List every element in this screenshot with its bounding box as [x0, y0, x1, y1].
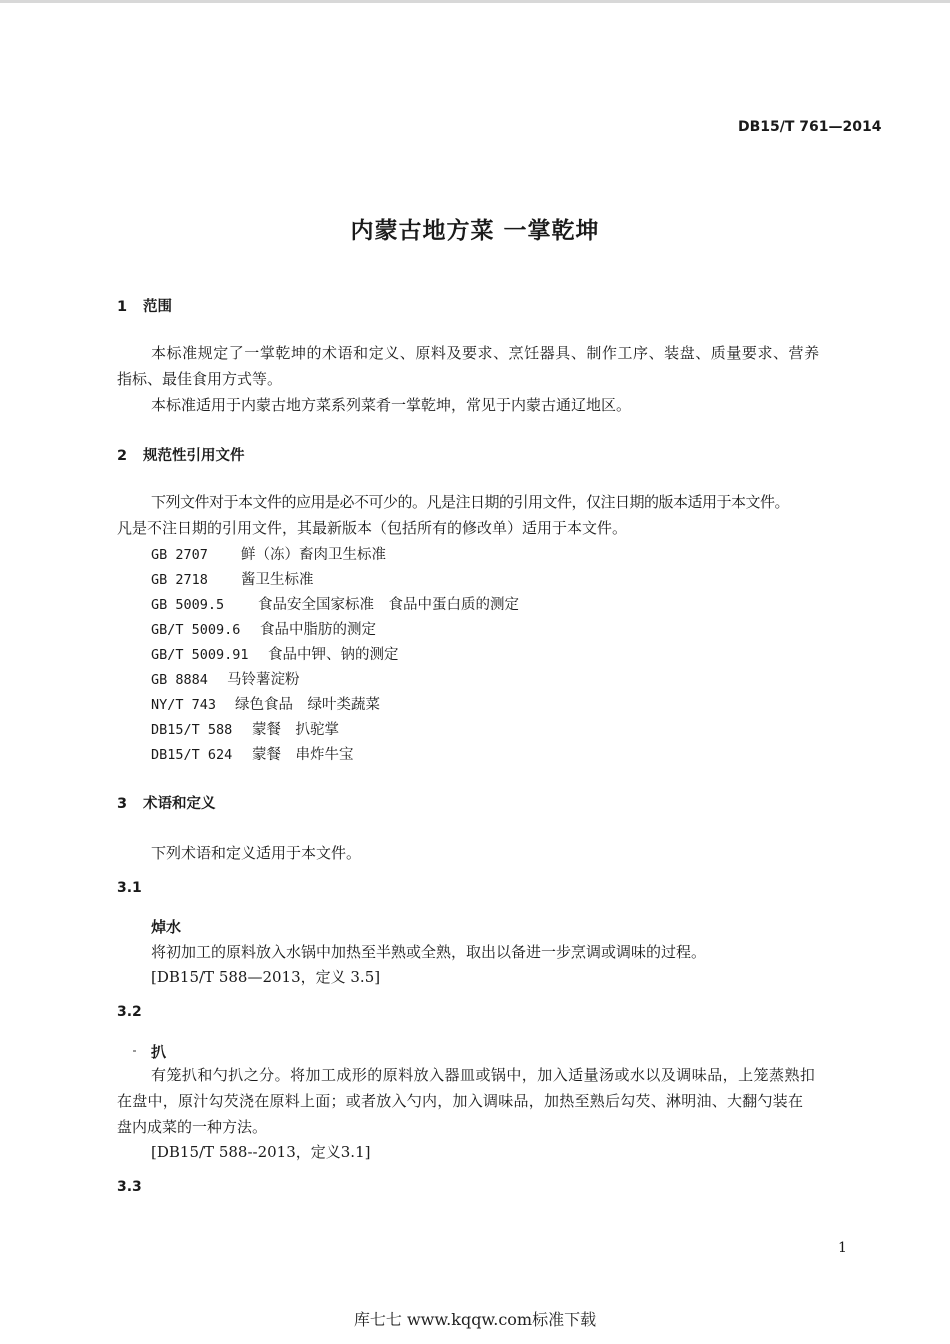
term-definition: [117, 1062, 862, 1140]
reference-item: [151, 593, 519, 614]
page-number: 1: [838, 1240, 847, 1256]
term-number: 3.1: [117, 880, 142, 896]
section-3-heading: [117, 792, 216, 813]
reference-code: NY/T 743: [151, 697, 217, 713]
reference-item: [151, 568, 314, 589]
reference-title: 食品中钾、钠的测定: [268, 647, 399, 663]
term-source: [DB15/T 588—2013，定义 3.5]: [151, 968, 381, 986]
term-number: 3.3: [117, 1179, 142, 1195]
reference-title: 食品安全国家标准 食品中蛋白质的测定: [258, 597, 519, 613]
reference-item: [151, 693, 380, 714]
reference-title: 蒙餐 串炸牛宝: [252, 747, 354, 763]
term-definition: 将初加工的原料放入水锅中加热至半熟或全熟，取出以备进一步烹调或调味的过程。: [151, 943, 707, 961]
text-line: 下列文件对于本文件的应用是必不可少的。凡是注日期的引用文件，仅注日期的版本适用于本文件。: [151, 493, 790, 511]
section-title: 规范性引用文件: [143, 448, 245, 464]
scan-top-edge: [0, 0, 950, 3]
section-title: 范围: [143, 299, 172, 315]
reference-title: 酱卫生标准: [241, 572, 314, 588]
reference-item: [151, 643, 399, 664]
text-line: 盘内成菜的一种方法。: [117, 1118, 268, 1136]
reference-code: GB 5009.5: [151, 597, 225, 613]
section-2-intro: [117, 489, 862, 541]
term-number: 3.2: [117, 1004, 142, 1020]
reference-title: 马铃薯淀粉: [227, 672, 300, 688]
section-1-paragraph-2: 本标准适用于内蒙古地方菜系列菜肴一掌乾坤，常见于内蒙古通辽地区。: [151, 396, 632, 414]
reference-title: 蒙餐 扒驼掌: [252, 722, 339, 738]
reference-code: GB/T 5009.6: [151, 622, 241, 638]
reference-code: GB/T 5009.91: [151, 647, 249, 663]
term-name: 扒: [151, 1043, 167, 1061]
text-line: 有笼扒和勺扒之分。将加工成形的原料放入器皿或锅中，加入适量汤或水以及调味品，上笼蒸熟扣: [151, 1066, 816, 1084]
text-line: 在盘中，原汁勾芡浇在原料上面；或者放入勺内，加入调味品，加热至熟后勾芡、淋明油、大翻勺装在: [117, 1092, 804, 1110]
section-number: 2: [117, 448, 128, 464]
text-line: 指标、最佳食用方式等。: [117, 370, 283, 388]
text-line: 本标准规定了一掌乾坤的术语和定义、原料及要求、烹饪器具、制作工序、装盘、质量要求、营养: [151, 344, 820, 362]
reference-item: [151, 543, 386, 564]
section-1-heading: [117, 295, 172, 316]
reference-item: [151, 618, 376, 639]
reference-code: DB15/T 588: [151, 722, 233, 738]
scan-speck: [133, 1050, 136, 1052]
section-2-heading: [117, 444, 245, 465]
reference-item: [151, 743, 354, 764]
text-line: 凡是不注日期的引用文件，其最新版本（包括所有的修改单）适用于本文件。: [117, 519, 628, 537]
reference-code: GB 2718: [151, 572, 208, 588]
reference-item: [151, 668, 300, 689]
reference-title: 食品中脂肪的测定: [260, 622, 376, 638]
section-number: 3: [117, 796, 128, 812]
reference-item: [151, 718, 339, 739]
reference-code: GB 8884: [151, 672, 208, 688]
term-name: 焯水: [151, 918, 182, 936]
section-1-paragraph-1: [117, 340, 862, 392]
section-number: 1: [117, 299, 128, 315]
footer-watermark-text: 库七七 www.kqqw.com标准下载: [353, 1310, 597, 1329]
section-title: 术语和定义: [143, 796, 216, 812]
reference-code: DB15/T 624: [151, 747, 233, 763]
section-3-intro: 下列术语和定义适用于本文件。: [151, 844, 362, 862]
reference-code: GB 2707: [151, 547, 208, 563]
standard-number: DB15/T 761—2014: [738, 119, 882, 135]
document-title: 内蒙古地方菜 一掌乾坤: [350, 218, 600, 244]
reference-title: 鲜（冻）畜肉卫生标准: [241, 547, 386, 563]
reference-title: 绿色食品 绿叶类蔬菜: [235, 697, 380, 713]
term-source: [DB15/T 588--2013，定义3.1]: [151, 1143, 371, 1161]
